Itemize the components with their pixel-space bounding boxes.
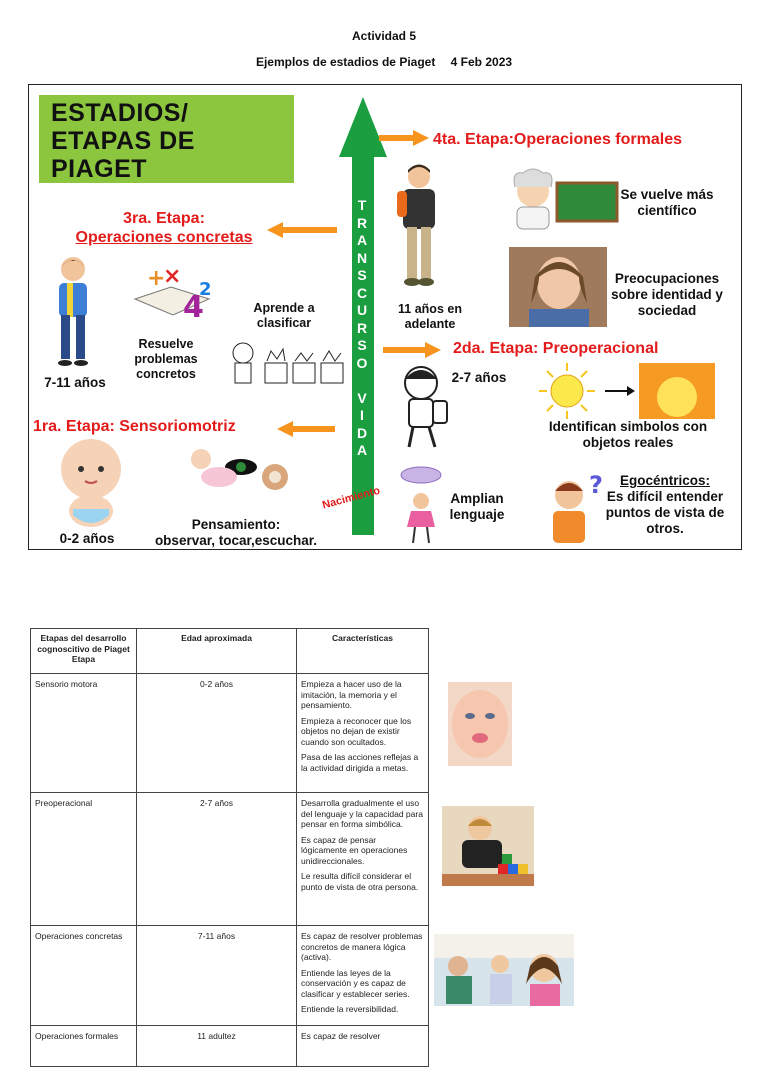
- stage4-title: 4ta. Etapa:Operaciones formales: [433, 131, 682, 148]
- column-header-age: Edad aproximada: [137, 629, 297, 674]
- svg-text:4: 4: [183, 290, 204, 325]
- stage1-age: 0-2 años: [59, 531, 115, 546]
- birth-label: Nacimiento: [321, 484, 382, 512]
- stage1-feature-thinking: Pensamiento: observar, tocar,escuchar.: [154, 517, 318, 548]
- title-line-1: ESTADIOS/: [51, 99, 189, 127]
- title-line-2: ETAPAS DE: [51, 127, 195, 155]
- children-classroom-photo: [434, 934, 574, 1006]
- stage3-age: 7-11 años: [44, 375, 106, 390]
- characteristics-cell: Es capaz de resolver problemas concretos de manera lógica (activa). Entiende las leyes de la conservación y es capaz de clasificar y establecer series. Entiende la reversibilidad.: [297, 926, 429, 1026]
- arrow-stage4: [377, 129, 431, 147]
- document-date: 4 Feb 2023: [450, 55, 513, 69]
- stage2-title: 2da. Etapa: Preoperacional: [453, 340, 659, 357]
- stage3-feature-classify: Aprende a clasificar: [253, 301, 315, 330]
- subtitle-text: Ejemplos de estadios de Piaget: [255, 55, 436, 69]
- svg-text:2: 2: [199, 279, 212, 300]
- column-header-stage: Etapas del desarrollo cognoscitivo de Piaget Etapa: [31, 629, 137, 674]
- characteristics-cell: Empieza a hacer uso de la imitación, la memoria y el pensamiento. Empieza a reconocer que los objetos no dejan de existir cuando son ocultados. Pasa de las acciones reflejas a la actividad dirigida a metas.: [297, 674, 429, 793]
- stage4-feature-science: Se vuelve más científico: [620, 187, 714, 218]
- table-row: [31, 674, 429, 793]
- arrow-stage3: [265, 221, 339, 239]
- stage2-feature-symbols: Identifican simbolos con objetos reales: [548, 419, 708, 450]
- child-standing-illustration: [41, 253, 101, 371]
- stage-cell: Sensorio motora: [31, 674, 137, 793]
- scientist-illustration: [501, 165, 621, 235]
- math-book-illustration: [129, 259, 215, 329]
- infographic-title: [39, 95, 294, 183]
- document-subtitle: [0, 55, 768, 69]
- stage1-title: 1ra. Etapa: Sensoriomotriz: [33, 418, 236, 435]
- characteristics-cell: Es capaz de resolver: [297, 1025, 429, 1066]
- stage2-age: 2-7 años: [451, 370, 507, 385]
- teen-boy-illustration: [389, 161, 449, 289]
- characteristics-cell: Desarrolla gradualmente el uso del lenguaje y la capacidad para pensar en forma simbólica. Es capaz de pensar lógicamente en operaciones unidireccionales. Le resulta difícil considerar el punto de vista de otra persona.: [297, 793, 429, 926]
- table-header-row: [31, 629, 429, 674]
- activity-title: Actividad 5: [351, 29, 417, 43]
- age-cell: 11 adultez: [137, 1025, 297, 1066]
- stage2-feature-egocentric: Egocéntricos: Es difícil entender puntos de vista de otros.: [605, 473, 725, 536]
- column-header-characteristics: Características: [297, 629, 429, 674]
- young-child-illustration: [395, 363, 453, 455]
- stage-cell: Preoperacional: [31, 793, 137, 926]
- child-playing-blocks-photo: [442, 806, 534, 886]
- girl-thinking-photo: [509, 247, 607, 327]
- table-row: [31, 1025, 429, 1066]
- svg-text:+: +: [147, 266, 166, 291]
- baby-face-photo: [448, 682, 512, 766]
- stage4-feature-identity: Preocupaciones sobre identidad y sociedad: [611, 271, 723, 318]
- sun-symbol-illustration: [537, 361, 717, 421]
- arrow-stage1: [275, 420, 337, 438]
- age-cell: 0-2 años: [137, 674, 297, 793]
- baby-illustration: [53, 435, 133, 531]
- stage-cell: Operaciones concretas: [31, 926, 137, 1026]
- stage-cell: Operaciones formales: [31, 1025, 137, 1066]
- classifying-baskets-illustration: [225, 337, 349, 391]
- svg-text:×: ×: [163, 264, 182, 289]
- stage4-age: 11 años en adelante: [398, 302, 462, 331]
- stage3-title: 3ra. Etapa: Operaciones concretas: [75, 210, 253, 246]
- piaget-stages-table: [30, 628, 429, 1067]
- arrow-stage2: [381, 341, 443, 359]
- stage2-feature-language: Amplian lenguaje: [449, 491, 505, 522]
- title-line-3: PIAGET: [51, 155, 148, 183]
- crawling-baby-senses-illustration: [179, 437, 291, 499]
- table-row: [31, 793, 429, 926]
- age-cell: 2-7 años: [137, 793, 297, 926]
- stage3-feature-problems: Resuelve problemas concretos: [134, 337, 198, 381]
- table-row: [31, 926, 429, 1026]
- age-cell: 7-11 años: [137, 926, 297, 1026]
- axis-vertical-text: T R A N S C U R S O V I D A: [356, 197, 368, 458]
- piaget-infographic: [28, 84, 742, 550]
- svg-text:?: ?: [589, 471, 603, 499]
